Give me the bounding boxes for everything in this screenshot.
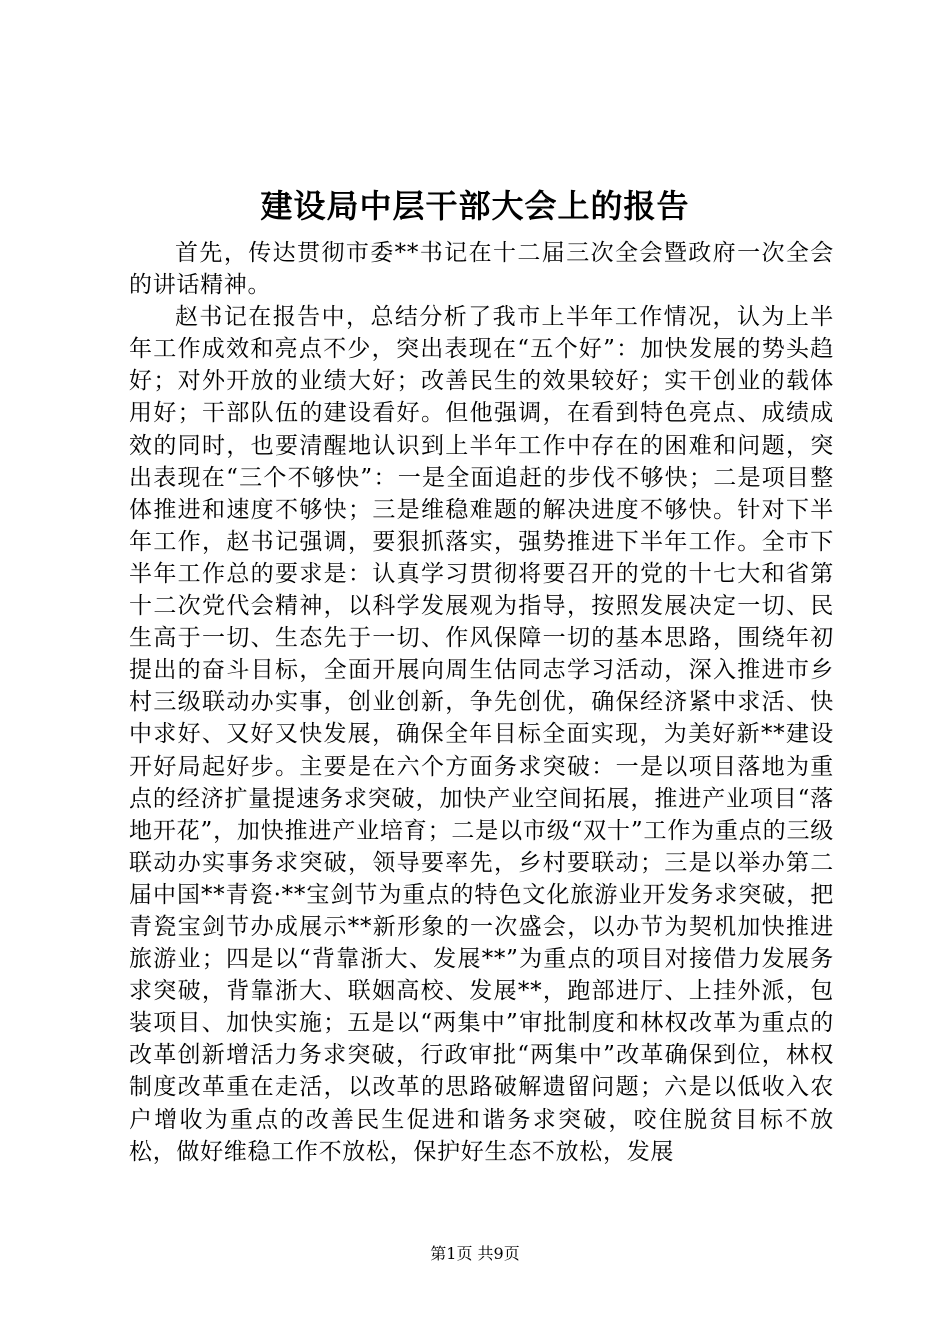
- document-body: [129, 237, 834, 1168]
- page-footer: 第1页 共9页: [430, 1244, 520, 1263]
- paragraph-report-summary: 赵书记在报告中，总结分析了我市上半年工作情况，认为上半年工作成效和亮点不少，突出表现在“五个好”：加快发展的势头趋好；对外开放的业绩大好；改善民生的效果较好；实干创业的载体用好；干部队伍的建设看好。但他强调，在看到特色亮点、成绩成效的同时，也要清醒地认识到上半年工作中存在的困难和问题，突出表现在“三个不够快”：一是全面追赶的步伐不够快；二是项目整体推进和速度不够快；三是维稳难题的解决进度不够快。针对下半年工作，赵书记强调，要狠抓落实，强势推进下半年工作。全市下半年工作总的要求是：认真学习贯彻将要召开的党的十七大和省第十二次党代会精神，以科学发展观为指导，按照发展决定一切、民生高于一切、生态先于一切、作风保障一切的基本思路，围绕年初提出的奋斗目标，全面开展向周生估同志学习活动，深入推进市乡村三级联动办实事，创业创新，争先创优，确保经济紧中求活、快中求好、又好又快发展，确保全年目标全面实现，为美好新**建设开好局起好步。主要是在六个方面务求突破：一是以项目落地为重点的经济扩量提速务求突破，加快产业空间拓展，推进产业项目“落地开花”，加快推进产业培育；二是以市级“双十”工作为重点的三级联动办实事务求突破，领导要率先，乡村要联动；三是以举办第二届中国**青瓷·**宝剑节为重点的特色文化旅游业开发务求突破，把青瓷宝剑节办成展示**新形象的一次盛会，以办节为契机加快推进旅游业；四是以“背靠浙大、发展**”为重点的项目对接借力发展务求突破，背靠浙大、联姻高校、发展**，跑部进厅、上挂外派，包装项目、加快实施；五是以“两集中”审批制度和林权改革为重点的改革创新增活力务求突破，行政审批“两集中”改革确保到位，林权制度改革重在走活，以改革的思路破解遗留问题；六是以低收入农户增收为重点的改善民生促进和谐务求突破，咬住脱贫目标不放松，做好维稳工作不放松，保护好生态不放松，发展: [129, 304, 834, 1165]
- paragraph-intro: 首先，传达贯彻市委**书记在十二届三次全会暨政府一次全会的讲话精神。: [129, 240, 834, 299]
- document-title: 建设局中层干部大会上的报告: [260, 187, 690, 225]
